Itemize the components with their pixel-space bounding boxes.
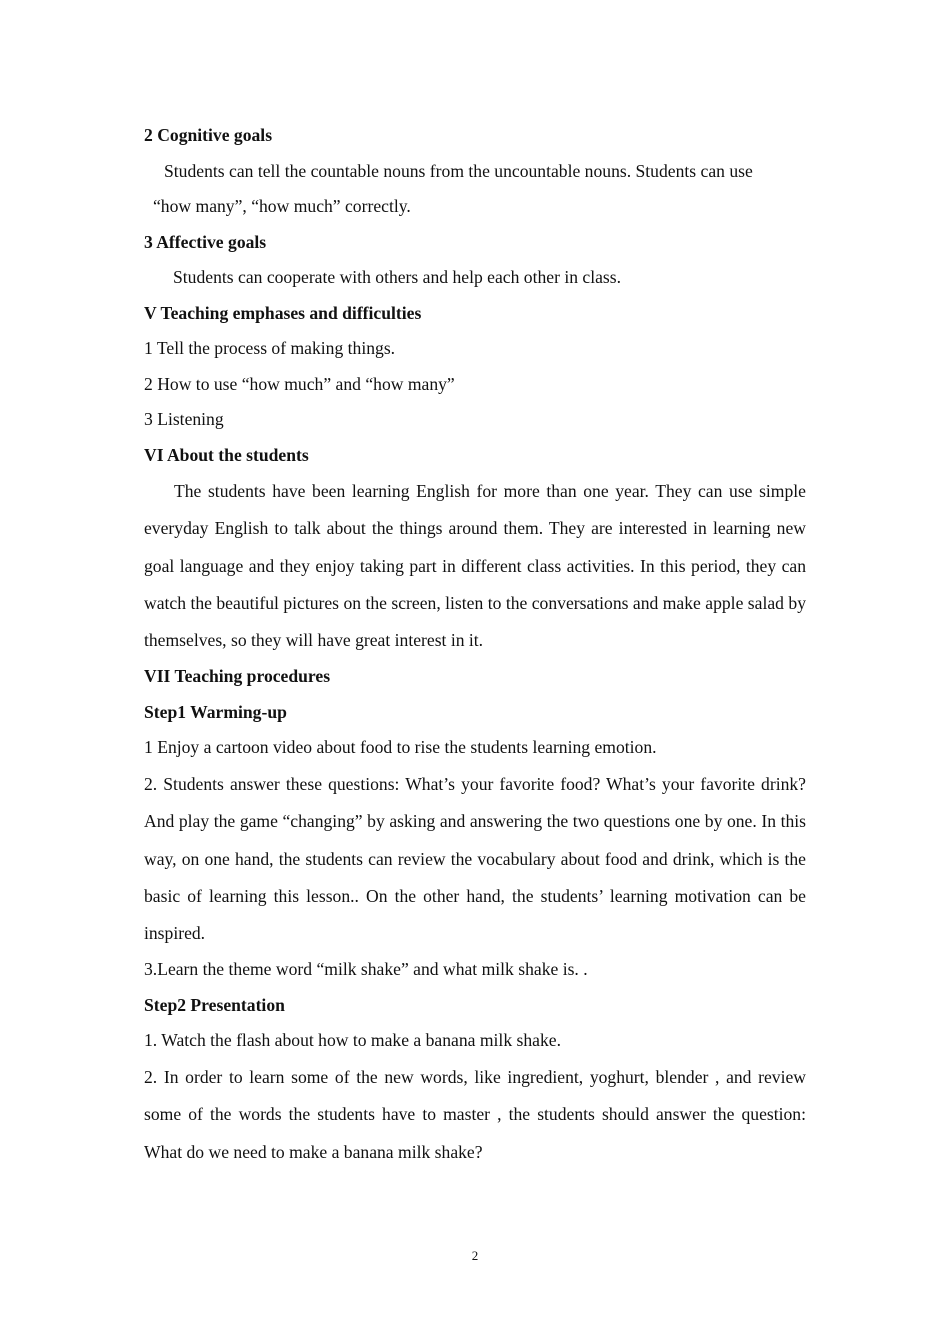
step2-item: 1. Watch the flash about how to make a banana milk shake. [144, 1030, 561, 1051]
step1-heading: Step1 Warming-up [144, 701, 287, 722]
cognitive-goals-heading: 2 Cognitive goals [144, 125, 273, 145]
emphases-item: 1 Tell the process of making things. [144, 338, 396, 358]
emphases-heading: V Teaching emphases and difficulties [144, 302, 422, 323]
emphases-item: 2 How to use “how much” and “how many” [144, 373, 455, 394]
document-body [144, 118, 806, 1171]
procedures-heading: VII Teaching procedures [144, 666, 331, 687]
cognitive-goals-text-line1: Students can tell the countable nouns from the uncountable nouns. Students can use [164, 160, 753, 181]
step1-item: 1 Enjoy a cartoon video about food to rise the students learning emotion. [144, 737, 657, 758]
students-heading: VI About the students [144, 444, 309, 465]
step1-item: 3.Learn the theme word “milk shake” and what milk shake is. . [144, 959, 588, 980]
step2-item: 2. In order to learn some of the new words, like ingredient, yoghurt, blender , and review some of the words the students have to master , the students should answer the question: What do we need to make a banana milk shake? [144, 1066, 806, 1162]
page-number: 2 [471, 1248, 479, 1263]
affective-goals-text: Students can cooperate with others and help each other in class. [173, 267, 622, 287]
step1-item: 2. Students answer these questions: What’s your favorite food? What’s your favorite drink? And play the game “changing” by asking and answering the two questions one by one. In this way, on one hand, the students can review the vocabulary about food and drink, which is the basic of learning this lesson.. On the other hand, the students’ learning motivation can be inspired. [144, 773, 806, 944]
students-paragraph: The students have been learning English for more than one year. They can use simple everyday English to talk about the things around them. They are interested in learning new goal language and they enjoy taking part in different class activities. In this period, they can watch the beautiful pictures on the screen, listen to the conversations and make apple salad by themselves, so they will have great interest in it. [144, 481, 806, 651]
affective-goals-heading: 3 Affective goals [144, 231, 267, 252]
cognitive-goals-text-line2: “how many”, “how much” correctly. [153, 196, 411, 216]
step2-heading: Step2 Presentation [144, 994, 285, 1015]
emphases-item: 3 Listening [144, 409, 224, 429]
